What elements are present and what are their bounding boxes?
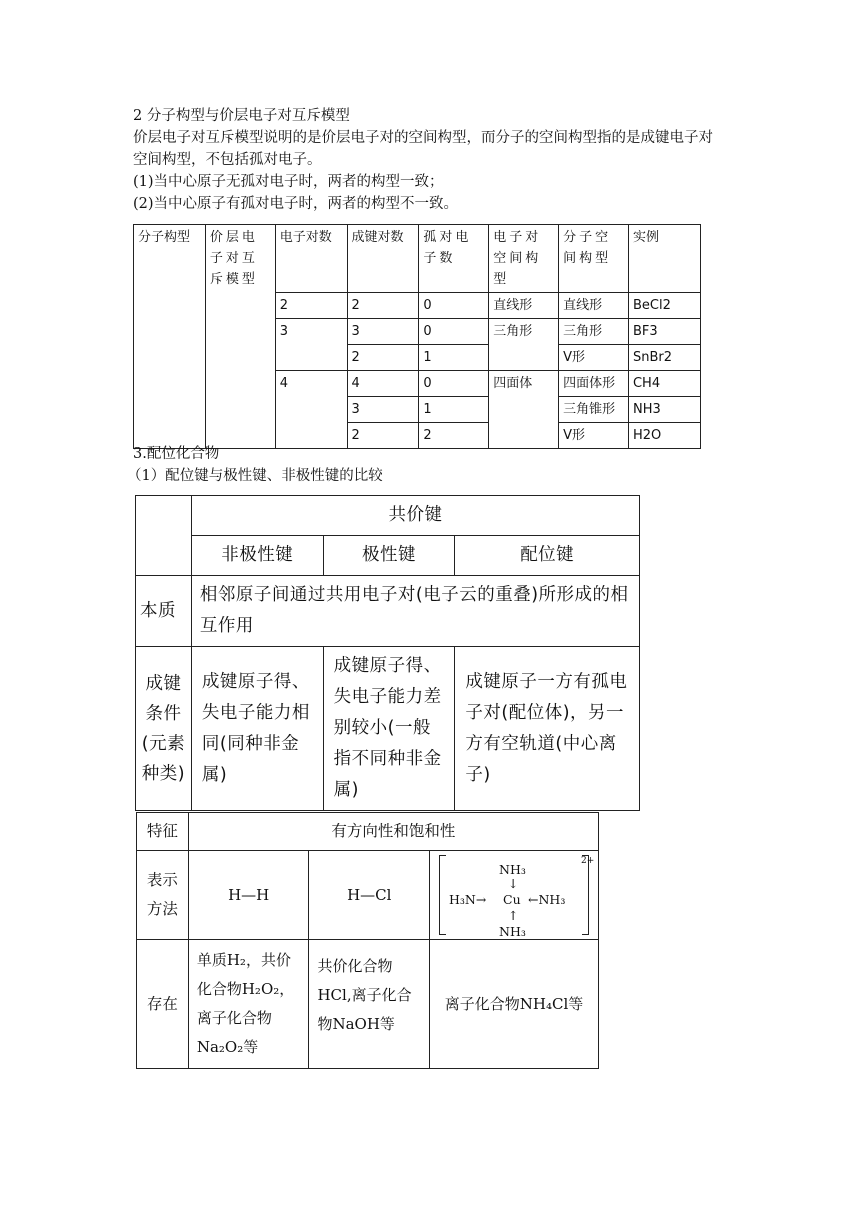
table-cell: 四面体形 xyxy=(559,371,629,397)
header-cell: 价层电子对互斥模型 xyxy=(205,225,275,449)
table-cell: 2 xyxy=(347,345,419,371)
paragraph-line: 空间构型，不包括孤对电子。 xyxy=(133,152,322,168)
row-label: 成键条件(元素种类) xyxy=(136,647,192,811)
header-cell: 电子对空间构型 xyxy=(489,225,559,293)
row-label: 本质 xyxy=(136,576,192,647)
table-cell: 离子化合物NH₄Cl等 xyxy=(430,940,599,1069)
table-row xyxy=(137,940,599,1069)
group-header: 共价键 xyxy=(191,496,639,536)
list-item: (2)当中心原子有孤对电子时，两者的构型不一致。 xyxy=(133,196,459,212)
table-cell: 1 xyxy=(419,397,489,423)
table-cell: 3 xyxy=(347,319,419,345)
table-cell: 1 xyxy=(419,345,489,371)
table-cell: NH3 xyxy=(628,397,700,423)
table-cell: 单质H₂，共价化合物H₂O₂，离子化合物Na₂O₂等 xyxy=(188,940,309,1069)
table-cell: 成键原子得、失电子能力相同(同种非金属) xyxy=(191,647,323,811)
table-cell: 三角锥形 xyxy=(559,397,629,423)
table-cell: 直线形 xyxy=(559,293,629,319)
table-row xyxy=(137,813,599,851)
row-label: 特征 xyxy=(137,813,189,851)
table-cell: H—H xyxy=(188,851,309,940)
empty-header-cell xyxy=(136,496,192,576)
table-cell: 3 xyxy=(347,397,419,423)
row-label: 存在 xyxy=(137,940,189,1069)
vsepr-table xyxy=(133,224,701,449)
ligand-left: H₃N→ xyxy=(449,892,487,907)
table-cell: BF3 xyxy=(628,319,700,345)
row-label: 表示方法 xyxy=(137,851,189,940)
left-bracket xyxy=(439,855,446,935)
header-cell: 孤对电子数 xyxy=(419,225,489,293)
ligand-right: ←NH₃ xyxy=(528,892,566,907)
header-cell: 极性键 xyxy=(323,536,455,576)
ligand-top: NH₃ xyxy=(499,862,526,877)
header-cell: 实例 xyxy=(628,225,700,293)
complex-formula-cell xyxy=(430,851,599,940)
table-cell: 2 xyxy=(347,293,419,319)
table-cell: CH4 xyxy=(628,371,700,397)
table-cell: 有方向性和饱和性 xyxy=(188,813,598,851)
table-cell: BeCl2 xyxy=(628,293,700,319)
header-cell: 电子对数 xyxy=(275,225,347,293)
copper-ammine-complex xyxy=(439,853,595,939)
table-cell: 4 xyxy=(347,371,419,397)
arrow-up: ↑ xyxy=(508,908,519,923)
table-cell: 2 xyxy=(347,423,419,449)
table-cell: V形 xyxy=(559,345,629,371)
table-cell: 2 xyxy=(419,423,489,449)
table-cell: 3 xyxy=(275,319,347,371)
table-cell: 0 xyxy=(419,293,489,319)
table-cell: 2 xyxy=(275,293,347,319)
bond-comparison-table xyxy=(135,495,640,811)
table-cell: V形 xyxy=(559,423,629,449)
table-cell: SnBr2 xyxy=(628,345,700,371)
table-cell: 四面体 xyxy=(489,371,559,449)
table-cell: 成键原子一方有孤电子对(配位体)，另一方有空轨道(中心离子) xyxy=(455,647,640,811)
arrow-down: ↓ xyxy=(508,876,519,891)
paragraph-line: 价层电子对互斥模型说明的是价层电子对的空间构型，而分子的空间构型指的是成键电子对 xyxy=(133,130,713,146)
header-cell: 成键对数 xyxy=(347,225,419,293)
table-cell: 三角形 xyxy=(559,319,629,345)
table-cell: H—Cl xyxy=(309,851,430,940)
central-ion: Cu xyxy=(503,892,521,907)
table-cell: 0 xyxy=(419,319,489,345)
header-cell: 分子空间构型 xyxy=(559,225,629,293)
table-cell: 相邻原子间通过共用电子对(电子云的重叠)所形成的相互作用 xyxy=(191,576,639,647)
section-title: 2 分子构型与价层电子对互斥模型 xyxy=(133,108,350,124)
table-cell: 三角形 xyxy=(489,319,559,371)
table-cell: 4 xyxy=(275,371,347,449)
header-cell: 非极性键 xyxy=(191,536,323,576)
list-item: (1)当中心原子无孤对电子时，两者的构型一致； xyxy=(133,174,444,190)
table-row xyxy=(136,647,640,811)
header-cell: 分子构型 xyxy=(134,225,206,449)
table-cell: 共价化合物HCl,离子化合物NaOH等 xyxy=(309,940,430,1069)
table-cell: 0 xyxy=(419,371,489,397)
table-cell: H2O xyxy=(628,423,700,449)
header-cell: 配位键 xyxy=(455,536,640,576)
table-cell: 直线形 xyxy=(489,293,559,319)
table-cell: 成键原子得、失电子能力差别较小(一般指不同种非金属) xyxy=(323,647,455,811)
bond-representation-table xyxy=(136,812,599,1069)
section-subtitle: （1）配位键与极性键、非极性键的比较 xyxy=(127,468,383,484)
table-row xyxy=(136,576,640,647)
section-title: 3.配位化合物 xyxy=(133,446,220,462)
table-row xyxy=(137,851,599,940)
charge: 2+ xyxy=(581,856,595,866)
ligand-bottom: NH₃ xyxy=(499,924,526,939)
